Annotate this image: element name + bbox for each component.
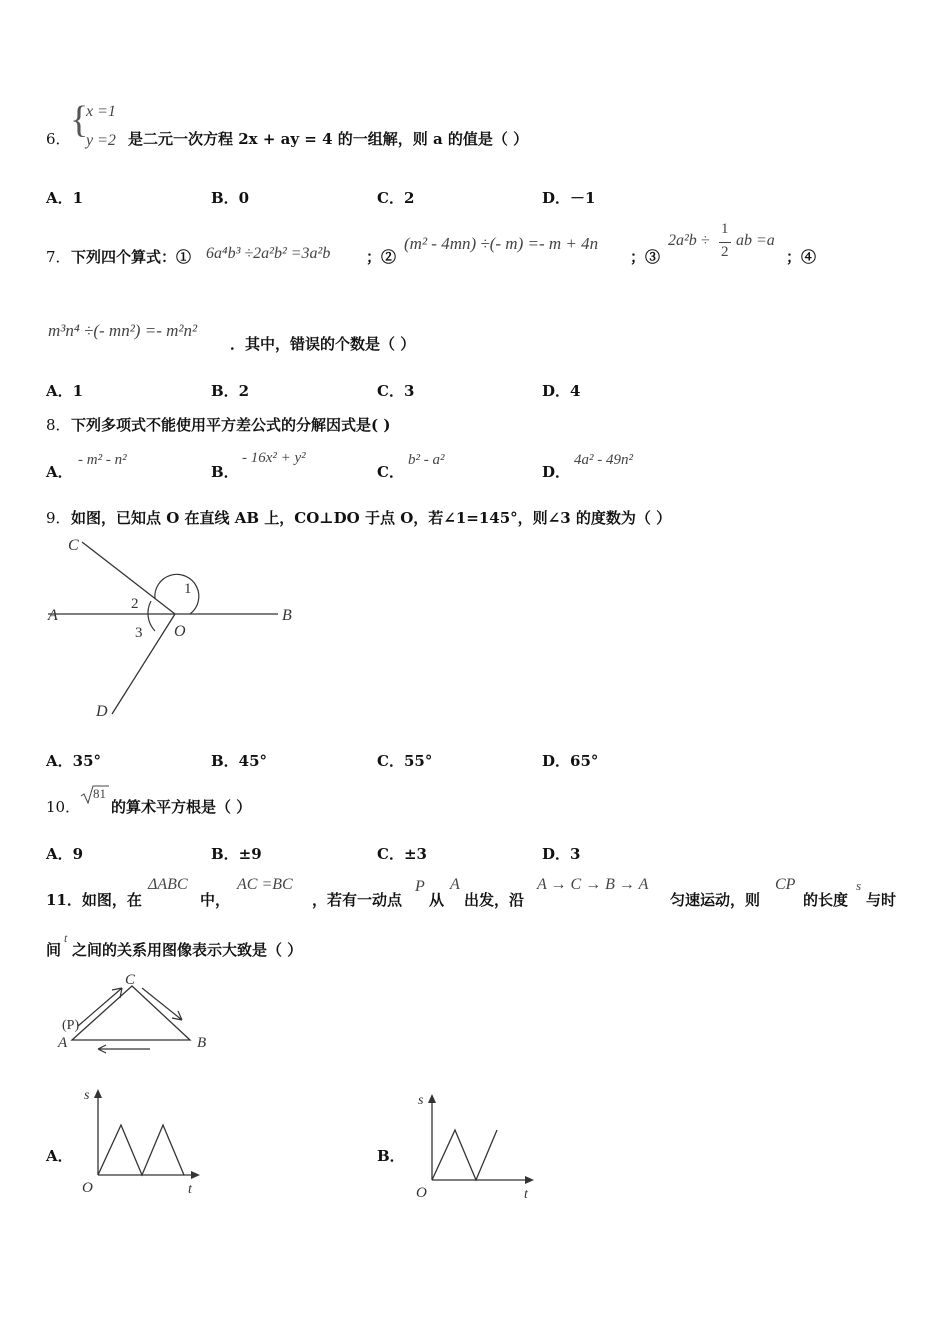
q9-label-o: O	[174, 623, 186, 640]
q6-question-text: 是二元一次方程 2x + ay = 4 的一组解，则 a 的值是（ ）	[128, 130, 529, 148]
q8-option-c[interactable]	[377, 461, 404, 482]
q7-fraction-numerator: 1	[721, 221, 729, 237]
q11-graph-a-label-t: t	[188, 1182, 192, 1197]
q7-option-c[interactable]: C．3	[377, 382, 415, 400]
q7-option-d[interactable]: D．4	[542, 382, 581, 400]
q7-intro: 下列四个算式：①	[71, 248, 192, 266]
q8-option-d-expr: 4a² - 49n²	[574, 452, 633, 468]
q9-label-b: B	[282, 607, 292, 624]
q10-option-b[interactable]: B．±9	[211, 845, 262, 863]
q7-fraction-denominator: 2	[721, 244, 729, 260]
q8-option-b-expr: - 16x² + y²	[242, 450, 306, 466]
q8-option-a[interactable]	[46, 461, 73, 482]
q9-question-text: 如图，已知点 O 在直线 AB 上，CO⊥DO 于点 O，若∠1=145°，则∠3 的度数为（ ）	[71, 509, 672, 527]
q7-separator-2: ；③	[630, 248, 661, 266]
q7-option-b[interactable]: B．2	[211, 382, 250, 400]
q11-label-b: B	[197, 1035, 207, 1051]
q11-option-b[interactable]: B．	[377, 1147, 405, 1165]
q9-option-c[interactable]: C．55°	[377, 752, 433, 770]
q9-label-d: D	[96, 703, 108, 720]
q7-expression-3a: 2a²b ÷	[668, 232, 710, 249]
q8-option-b-label: B．	[211, 463, 239, 481]
q11-point-a: A	[450, 876, 460, 893]
q11-triangle-abc: ΔABC	[148, 876, 188, 893]
q9-ray-oc	[82, 542, 175, 614]
q11-graph-b-label-o: O	[416, 1185, 427, 1201]
q10-option-c[interactable]: C．±3	[377, 845, 427, 863]
q11-point-p: P	[415, 878, 425, 895]
q6-option-c[interactable]: C．2	[377, 189, 415, 207]
q11-text-1: 中，	[200, 891, 231, 909]
q9-angle-figure	[40, 530, 310, 725]
q8-option-b[interactable]	[211, 461, 239, 482]
q8-option-d[interactable]	[542, 461, 570, 482]
q11-label-a: A	[58, 1035, 68, 1051]
q6-option-b[interactable]: B．0	[211, 189, 250, 207]
q6-option-d[interactable]: D．－1	[542, 189, 596, 207]
q11-arrow-ba	[98, 1045, 150, 1053]
q11-line2-text: 之间的关系用图像表示大致是（ ）	[72, 941, 303, 959]
q11-graph-b-label-t: t	[524, 1187, 528, 1202]
q9-option-d[interactable]: D．65°	[542, 752, 599, 770]
q10-option-a[interactable]: A．9	[46, 845, 84, 863]
q11-graph-b	[410, 1088, 550, 1203]
q7-tail-text: ．其中，错误的个数是（ ）	[230, 335, 416, 353]
q8-option-d-label: D．	[542, 463, 571, 481]
q11-variable-s: s	[856, 878, 862, 893]
q11-equation: AC =BC	[237, 876, 293, 893]
q7-expression-1: 6a⁴b³ ÷2a²b² =3a²b	[206, 245, 331, 262]
q9-option-a[interactable]: A．35°	[46, 752, 102, 770]
q10-radicand: 81	[93, 786, 106, 801]
q11-text-3: 从	[429, 891, 445, 909]
q8-option-a-label: A．	[46, 463, 73, 481]
q9-label-angle-1: 1	[184, 581, 192, 597]
q9-angle-arc-left	[148, 601, 155, 631]
q11-segment-cp: CP	[775, 876, 796, 893]
q11-graph-b-curve	[432, 1130, 497, 1180]
q6-option-a[interactable]: A．1	[46, 189, 84, 207]
q7-option-a[interactable]: A．1	[46, 382, 84, 400]
q8-option-a-expr: - m² - n²	[78, 452, 127, 468]
q6-system-line1: x =1	[86, 103, 116, 120]
q6-system-brace: {	[70, 99, 89, 141]
q7-expression-3b: ab =a	[736, 232, 775, 249]
q7-separator-1: ；②	[366, 248, 397, 266]
q11-text-2: ，若有一动点	[312, 891, 403, 909]
q11-graph-b-label-s: s	[418, 1093, 424, 1108]
q11-option-a[interactable]: A．	[46, 1147, 73, 1165]
q10-option-d[interactable]: D．3	[542, 845, 581, 863]
q11-text-7: 与时	[866, 891, 897, 909]
q11-line2-start: 间	[46, 941, 62, 959]
q9-option-b[interactable]: B．45°	[211, 752, 268, 770]
q11-graph-a-label-o: O	[82, 1180, 93, 1196]
q11-text-6: 的长度	[803, 891, 849, 909]
q9-label-a: A	[48, 607, 58, 624]
q8-question-text: 下列多项式不能使用平方差公式的分解因式是( )	[71, 416, 391, 434]
q11-triangle-figure	[50, 968, 215, 1058]
q11-arrow-ac	[78, 988, 122, 1026]
q11-text-4: 出发，沿	[464, 891, 525, 909]
q11-arrow-cb	[142, 988, 182, 1020]
q9-label-angle-2: 2	[131, 596, 139, 612]
q7-fraction-bar	[719, 242, 731, 243]
q9-angle-1-arc	[155, 574, 199, 614]
q11-number-intro: 11．如图，在	[46, 891, 142, 909]
q7-separator-3: ；④	[786, 248, 817, 266]
q8-option-c-label: C．	[377, 463, 404, 481]
q6-system-line2: y =2	[86, 132, 116, 149]
q11-graph-a	[76, 1085, 216, 1200]
q8-option-c-expr: b² - a²	[408, 452, 445, 468]
q9-number: 9．	[46, 509, 71, 527]
q11-variable-t: t	[64, 931, 68, 945]
q10-number: 10．	[46, 798, 81, 816]
q9-ray-od	[112, 614, 175, 714]
q11-label-p: (P)	[62, 1018, 80, 1033]
q7-expression-4: m³n⁴ ÷(- mn²) =- m²n²	[48, 321, 198, 340]
q11-text-5: 匀速运动，则	[670, 891, 761, 909]
q7-expression-2: (m² - 4mn) ÷(- m) =- m + 4n	[404, 234, 599, 253]
q8-number: 8．	[46, 416, 71, 434]
q11-label-c: C	[125, 972, 136, 988]
q11-graph-a-curve	[98, 1125, 184, 1175]
q7-number: 7．	[46, 248, 71, 266]
q9-label-angle-3: 3	[135, 625, 143, 641]
q10-question-text: 的算术平方根是（ ）	[111, 798, 252, 816]
q11-path: A → C → B → A	[537, 876, 649, 893]
q11-graph-a-label-s: s	[84, 1088, 90, 1103]
q9-label-c: C	[68, 537, 79, 554]
q6-number: 6．	[46, 130, 71, 148]
